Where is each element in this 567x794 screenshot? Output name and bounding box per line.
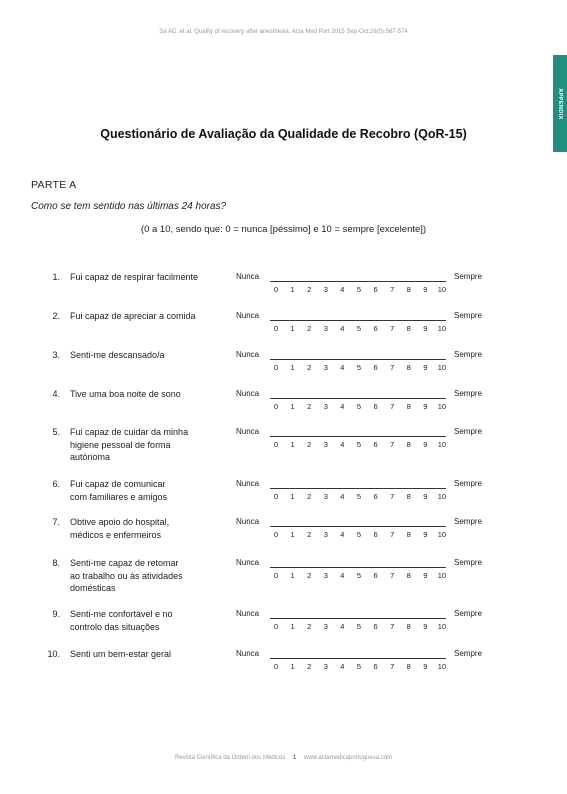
scale-tick-label[interactable]: 4 bbox=[340, 324, 345, 333]
scale-tick-label[interactable]: 10 bbox=[437, 492, 447, 501]
appendix-tab-label: APPENDIX bbox=[557, 87, 563, 120]
scale-tick-label[interactable]: 5 bbox=[356, 530, 362, 539]
scale-ticks bbox=[269, 662, 449, 672]
scale-tick-label[interactable]: 10 bbox=[437, 324, 447, 333]
scale-tick-label[interactable]: 6 bbox=[373, 571, 378, 580]
item-label-line: Fui capaz de apreciar a comida bbox=[70, 311, 196, 321]
item-label-line: Fui capaz de cuidar da minha bbox=[70, 427, 189, 437]
scale-tick-label[interactable]: 10 bbox=[437, 530, 447, 539]
scale-tick-label[interactable]: 2 bbox=[307, 285, 312, 294]
item-label-line: Senti-me capaz de retomar bbox=[70, 558, 179, 568]
scale-high-label: Sempre bbox=[454, 389, 483, 398]
item-label bbox=[70, 310, 230, 323]
question-prompt: Como se tem sentido nas últimas 24 horas? bbox=[31, 201, 227, 212]
scale-tick-label[interactable]: 4 bbox=[340, 363, 345, 372]
scale-tick-label[interactable]: 4 bbox=[340, 662, 345, 671]
scale-tick-label[interactable]: 9 bbox=[423, 402, 428, 411]
scale-low-label: Nunca bbox=[236, 649, 260, 658]
item-label bbox=[70, 608, 230, 633]
scale-tick-label[interactable]: 3 bbox=[323, 622, 328, 631]
scale-tick-label[interactable]: 7 bbox=[390, 324, 395, 333]
questionnaire-title: Questionário de Avaliação da Qualidade de Recobro (QoR-15) bbox=[100, 127, 467, 141]
scale-tick-label[interactable]: 5 bbox=[356, 571, 362, 580]
scale-tick-label[interactable]: 4 bbox=[340, 285, 345, 294]
scale-tick-label[interactable]: 10 bbox=[437, 285, 447, 294]
item-label-line: médicos e enfermeiros bbox=[70, 529, 162, 540]
scale-tick-label[interactable]: 1 bbox=[290, 363, 295, 372]
scale-high-label: Sempre bbox=[454, 558, 483, 567]
scale-tick-label[interactable]: 4 bbox=[340, 402, 345, 411]
scale-tick-label[interactable]: 9 bbox=[423, 530, 428, 539]
item-label-line: Obtive apoio do hospital, bbox=[70, 517, 170, 527]
scale-tick-label[interactable]: 5 bbox=[356, 363, 362, 372]
scale-ticks bbox=[269, 622, 449, 632]
scale-high-label: Sempre bbox=[454, 427, 483, 436]
scale-ticks bbox=[269, 571, 449, 581]
scale-tick-label[interactable]: 5 bbox=[356, 492, 362, 501]
scale-tick-label[interactable]: 6 bbox=[373, 324, 378, 333]
scale-ticks bbox=[269, 402, 449, 412]
scale-tick-label[interactable]: 0 bbox=[273, 571, 279, 580]
rating-scale-line[interactable] bbox=[270, 658, 446, 659]
scale-tick-label[interactable]: 7 bbox=[390, 622, 395, 631]
scale-tick-label[interactable]: 6 bbox=[373, 363, 378, 372]
scale-tick-label[interactable]: 5 bbox=[356, 285, 362, 294]
scale-tick-label[interactable]: 8 bbox=[406, 363, 411, 372]
item-label-line: domésticas bbox=[70, 583, 116, 593]
questionnaire-item bbox=[0, 558, 567, 596]
scale-high-label: Sempre bbox=[454, 649, 483, 658]
rating-scale-line[interactable] bbox=[270, 436, 446, 437]
scale-ticks bbox=[269, 492, 449, 502]
item-number: 5. bbox=[52, 427, 60, 437]
scale-high-label: Sempre bbox=[454, 479, 483, 488]
scale-tick-label[interactable]: 2 bbox=[307, 324, 312, 333]
scale-tick-label[interactable]: 5 bbox=[356, 402, 362, 411]
scale-ticks bbox=[269, 440, 449, 450]
item-label-line: autónoma bbox=[70, 452, 111, 462]
scale-tick-label[interactable]: 9 bbox=[423, 571, 428, 580]
scale-low-label: Nunca bbox=[236, 609, 260, 618]
scale-tick-label[interactable]: 1 bbox=[290, 662, 295, 671]
scale-low-label: Nunca bbox=[236, 350, 260, 359]
item-number: 7. bbox=[52, 517, 60, 527]
scale-tick-label[interactable]: 8 bbox=[406, 571, 411, 580]
scale-tick-label[interactable]: 2 bbox=[307, 402, 312, 411]
scale-low-label: Nunca bbox=[236, 479, 260, 488]
scale-tick-label[interactable]: 6 bbox=[373, 530, 378, 539]
scale-high-label: Sempre bbox=[454, 609, 483, 618]
scale-tick-label[interactable]: 7 bbox=[390, 530, 395, 539]
scale-tick-label[interactable]: 1 bbox=[290, 571, 295, 580]
scale-tick-label[interactable]: 7 bbox=[390, 440, 395, 449]
scale-high-label: Sempre bbox=[454, 311, 483, 320]
item-label-line: com familiares e amigos bbox=[70, 491, 168, 502]
questionnaire-item bbox=[0, 479, 567, 517]
scale-tick-label[interactable]: 2 bbox=[307, 622, 312, 631]
scale-tick-label[interactable]: 10 bbox=[437, 662, 447, 671]
rating-scale-line[interactable] bbox=[270, 359, 446, 360]
scale-tick-label[interactable]: 0 bbox=[273, 363, 279, 372]
rating-scale-line[interactable] bbox=[270, 618, 446, 619]
item-number: 8. bbox=[52, 558, 60, 568]
item-label bbox=[70, 478, 230, 503]
scale-tick-label[interactable]: 2 bbox=[307, 440, 312, 449]
item-label-line: higiene pessoal de forma bbox=[70, 439, 171, 450]
scale-tick-label[interactable]: 0 bbox=[273, 492, 279, 501]
scale-ticks bbox=[269, 363, 449, 373]
item-label bbox=[70, 388, 230, 401]
scale-tick-label[interactable]: 4 bbox=[340, 492, 345, 501]
rating-scale-line[interactable] bbox=[270, 398, 446, 399]
scale-tick-label[interactable]: 9 bbox=[423, 285, 428, 294]
scale-tick-label[interactable]: 10 bbox=[437, 440, 447, 449]
footer-page-number: 1 bbox=[293, 755, 297, 761]
scale-tick-label[interactable]: 7 bbox=[390, 363, 395, 372]
scale-tick-label[interactable]: 6 bbox=[373, 440, 378, 449]
scale-tick-label[interactable]: 3 bbox=[323, 402, 328, 411]
footer-url: www.actamedicaportuguesa.com bbox=[304, 755, 393, 761]
scale-tick-label[interactable]: 5 bbox=[356, 440, 362, 449]
questionnaire-item bbox=[0, 649, 567, 687]
page-footer bbox=[0, 755, 567, 761]
scale-tick-label[interactable]: 0 bbox=[273, 530, 279, 539]
scale-tick-label[interactable]: 8 bbox=[406, 662, 411, 671]
item-label-line: Senti-me descansado/a bbox=[70, 350, 165, 360]
scale-instructions: (0 a 10, sendo que: 0 = nunca [péssimo] e 10 = sempre [excelente]) bbox=[140, 224, 427, 235]
scale-ticks bbox=[269, 324, 449, 334]
item-label-line: controlo das situações bbox=[70, 621, 160, 632]
scale-tick-label[interactable]: 2 bbox=[307, 492, 312, 501]
item-number: 4. bbox=[52, 389, 60, 399]
scale-tick-label[interactable]: 5 bbox=[356, 324, 362, 333]
scale-tick-label[interactable]: 9 bbox=[423, 363, 428, 372]
item-label-line: Fui capaz de comunicar bbox=[70, 479, 166, 489]
part-heading: PARTE A bbox=[31, 179, 77, 191]
scale-high-label: Sempre bbox=[454, 517, 483, 526]
rating-scale-line[interactable] bbox=[270, 281, 446, 282]
scale-tick-label[interactable]: 3 bbox=[323, 662, 328, 671]
scale-low-label: Nunca bbox=[236, 311, 260, 320]
scale-tick-label[interactable]: 0 bbox=[273, 622, 279, 631]
questionnaire-item bbox=[0, 350, 567, 388]
scale-tick-label[interactable]: 6 bbox=[373, 492, 378, 501]
scale-tick-label[interactable]: 2 bbox=[307, 363, 312, 372]
rating-scale-line[interactable] bbox=[270, 567, 446, 568]
scale-tick-label[interactable]: 6 bbox=[373, 402, 378, 411]
scale-tick-label[interactable]: 0 bbox=[273, 662, 279, 671]
questionnaire-item bbox=[0, 389, 567, 427]
scale-low-label: Nunca bbox=[236, 272, 260, 281]
scale-tick-label[interactable]: 9 bbox=[423, 492, 428, 501]
scale-tick-label[interactable]: 6 bbox=[373, 285, 378, 294]
scale-tick-label[interactable]: 1 bbox=[290, 324, 295, 333]
scale-tick-label[interactable]: 0 bbox=[273, 285, 279, 294]
item-label-line: Senti um bem-estar geral bbox=[70, 649, 172, 659]
item-label-line: ao trabalho ou às atividades bbox=[70, 570, 183, 581]
scale-tick-label[interactable]: 10 bbox=[437, 622, 447, 631]
scale-tick-label[interactable]: 10 bbox=[437, 363, 447, 372]
scale-tick-label[interactable]: 9 bbox=[423, 440, 428, 449]
scale-tick-label[interactable]: 3 bbox=[323, 530, 328, 539]
scale-tick-label[interactable]: 8 bbox=[406, 402, 411, 411]
footer-journal: Revista Científica da Ordem dos Médicos bbox=[174, 755, 286, 761]
scale-low-label: Nunca bbox=[236, 558, 260, 567]
scale-tick-label[interactable]: 3 bbox=[323, 571, 328, 580]
scale-high-label: Sempre bbox=[454, 350, 483, 359]
scale-tick-label[interactable]: 7 bbox=[390, 662, 395, 671]
scale-tick-label[interactable]: 8 bbox=[406, 285, 411, 294]
scale-tick-label[interactable]: 2 bbox=[307, 662, 312, 671]
item-number: 3. bbox=[52, 350, 60, 360]
scale-tick-label[interactable]: 1 bbox=[290, 492, 295, 501]
scale-tick-label[interactable]: 10 bbox=[437, 571, 447, 580]
scale-tick-label[interactable]: 5 bbox=[356, 622, 362, 631]
scale-tick-label[interactable]: 3 bbox=[323, 440, 328, 449]
scale-tick-label[interactable]: 7 bbox=[390, 571, 395, 580]
item-label-line: Senti-me confortável e no bbox=[70, 609, 173, 619]
scale-tick-label[interactable]: 9 bbox=[423, 324, 428, 333]
item-number: 2. bbox=[52, 311, 60, 321]
questionnaire-item bbox=[0, 311, 567, 349]
rating-scale-line[interactable] bbox=[270, 320, 446, 321]
item-label-line: Tive uma boa noite de sono bbox=[70, 389, 181, 399]
scale-tick-label[interactable]: 1 bbox=[290, 402, 295, 411]
scale-low-label: Nunca bbox=[236, 517, 260, 526]
scale-tick-label[interactable]: 2 bbox=[307, 571, 312, 580]
scale-low-label: Nunca bbox=[236, 389, 260, 398]
scale-ticks bbox=[269, 530, 449, 540]
scale-tick-label[interactable]: 7 bbox=[390, 402, 395, 411]
scale-tick-label[interactable]: 8 bbox=[406, 324, 411, 333]
scale-tick-label[interactable]: 3 bbox=[323, 363, 328, 372]
scale-ticks bbox=[269, 285, 449, 295]
scale-tick-label[interactable]: 7 bbox=[390, 492, 395, 501]
item-number: 6. bbox=[52, 479, 60, 489]
questionnaire-item bbox=[0, 272, 567, 310]
item-label bbox=[70, 426, 230, 464]
article-citation: Sá AC, et al. Quality of recovery after anesthesia. Acta Med Port 2015 Sep-Oct;28(5):567-574 bbox=[159, 29, 408, 35]
scale-tick-label[interactable]: 3 bbox=[323, 285, 328, 294]
scale-tick-label[interactable]: 0 bbox=[273, 440, 279, 449]
item-label bbox=[70, 349, 230, 362]
scale-tick-label[interactable]: 8 bbox=[406, 492, 411, 501]
scale-tick-label[interactable]: 8 bbox=[406, 440, 411, 449]
scale-tick-label[interactable]: 6 bbox=[373, 662, 378, 671]
item-label bbox=[70, 516, 230, 541]
scale-tick-label[interactable]: 5 bbox=[356, 662, 362, 671]
scale-tick-label[interactable]: 1 bbox=[290, 530, 295, 539]
scale-tick-label[interactable]: 10 bbox=[437, 402, 447, 411]
scale-tick-label[interactable]: 6 bbox=[373, 622, 378, 631]
questionnaire-item bbox=[0, 517, 567, 555]
scale-tick-label[interactable]: 4 bbox=[340, 571, 345, 580]
scale-tick-label[interactable]: 8 bbox=[406, 622, 411, 631]
scale-tick-label[interactable]: 7 bbox=[390, 285, 395, 294]
scale-tick-label[interactable]: 1 bbox=[290, 622, 295, 631]
scale-tick-label[interactable]: 1 bbox=[290, 440, 295, 449]
questionnaire-item bbox=[0, 609, 567, 647]
item-label bbox=[70, 271, 230, 284]
scale-tick-label[interactable]: 4 bbox=[340, 530, 345, 539]
scale-tick-label[interactable]: 8 bbox=[406, 530, 411, 539]
scale-tick-label[interactable]: 4 bbox=[340, 622, 345, 631]
item-label-line: Fui capaz de respirar facilmente bbox=[70, 272, 199, 282]
item-number: 9. bbox=[52, 609, 60, 619]
scale-tick-label[interactable]: 0 bbox=[273, 402, 279, 411]
scale-tick-label[interactable]: 1 bbox=[290, 285, 295, 294]
scale-tick-label[interactable]: 9 bbox=[423, 662, 428, 671]
scale-low-label: Nunca bbox=[236, 427, 260, 436]
item-number: 10. bbox=[47, 649, 60, 659]
scale-tick-label[interactable]: 0 bbox=[273, 324, 279, 333]
scale-tick-label[interactable]: 3 bbox=[323, 324, 328, 333]
rating-scale-line[interactable] bbox=[270, 488, 446, 489]
scale-tick-label[interactable]: 9 bbox=[423, 622, 428, 631]
rating-scale-line[interactable] bbox=[270, 526, 446, 527]
item-label bbox=[70, 557, 230, 595]
scale-tick-label[interactable]: 3 bbox=[323, 492, 328, 501]
scale-high-label: Sempre bbox=[454, 272, 483, 281]
item-label bbox=[70, 648, 230, 661]
scale-tick-label[interactable]: 2 bbox=[307, 530, 312, 539]
scale-tick-label[interactable]: 4 bbox=[340, 440, 345, 449]
item-number: 1. bbox=[52, 272, 60, 282]
questionnaire-item bbox=[0, 427, 567, 465]
